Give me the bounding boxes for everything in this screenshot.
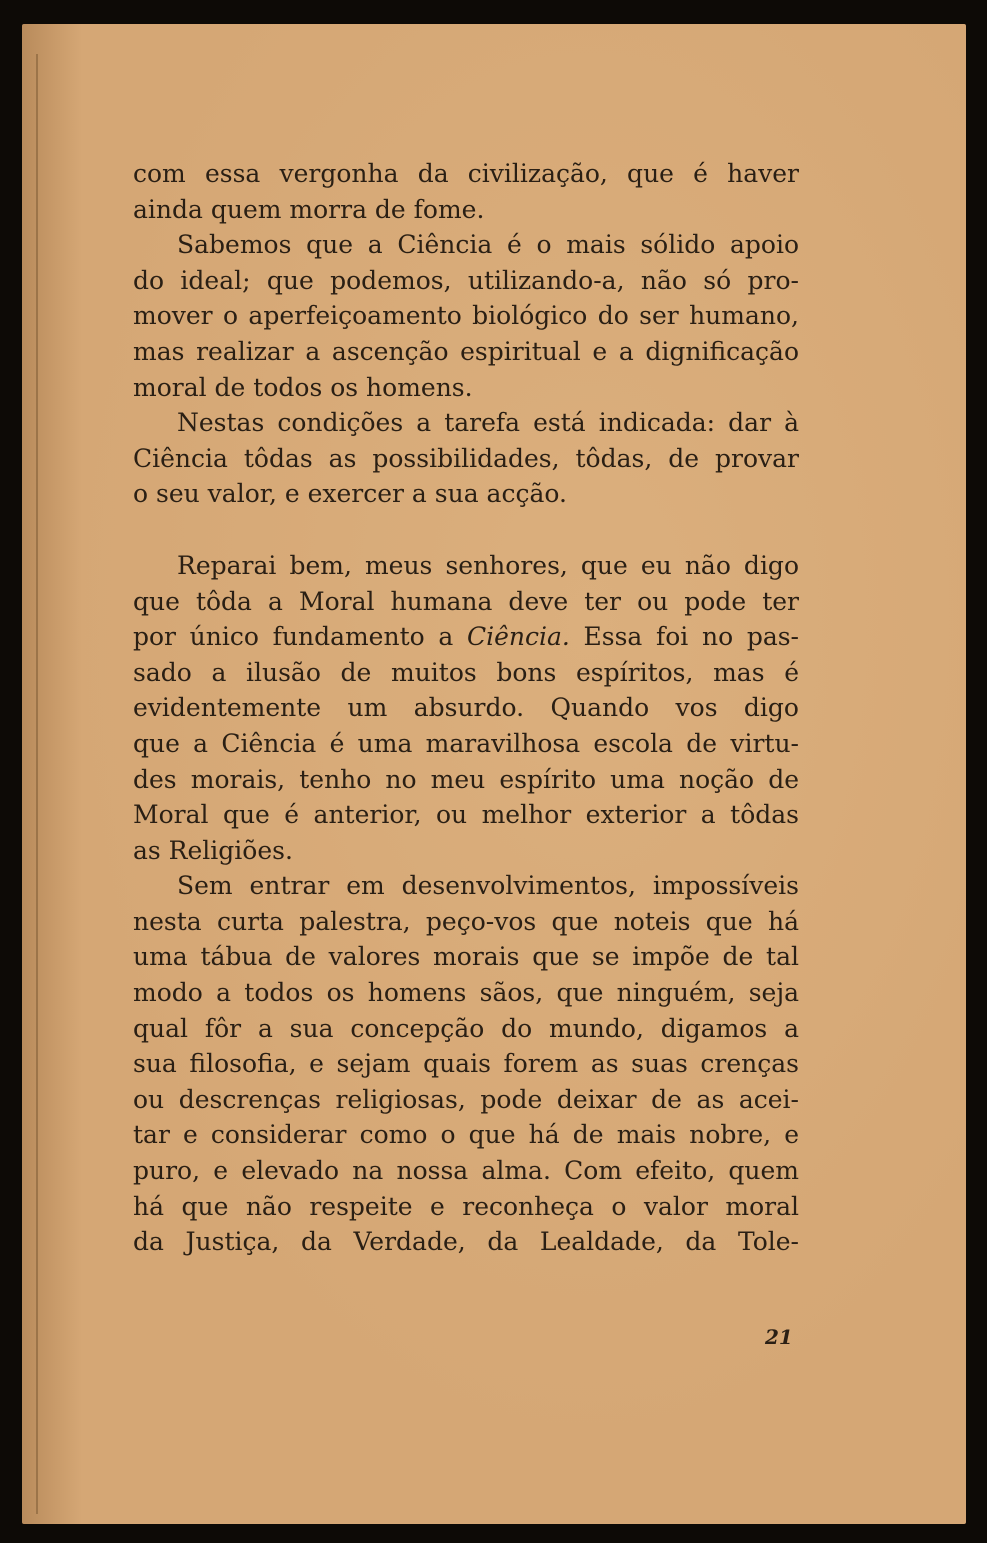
- text-line: moral de todos os homens.: [133, 372, 473, 402]
- body-text: [133, 156, 799, 1260]
- text-line: há que não respeite e reconheça o valor moral: [133, 1191, 799, 1221]
- page-number: 21: [765, 1325, 793, 1349]
- paragraph-gap: [133, 512, 799, 548]
- text-line: Sabemos que a Ciência é o mais sólido apoio: [177, 230, 799, 260]
- text-line: mover o aperfeiçoamento biológico do ser humano,: [133, 301, 799, 331]
- text-line: do ideal; que podemos, utilizando-a, não só pro-: [133, 265, 799, 295]
- text-line: Sem entrar em desenvolvimentos, impossíveis: [177, 871, 799, 901]
- text-line: da Justiça, da Verdade, da Lealdade, da Tole-: [133, 1227, 799, 1257]
- text-line: ou descrenças religiosas, pode deixar de as acei-: [133, 1084, 799, 1114]
- text-line-with-italic: [133, 619, 799, 655]
- text-line: o seu valor, e exercer a sua acção.: [133, 479, 567, 509]
- text-line: sua filosofia, e sejam quais forem as suas crenças: [133, 1049, 799, 1079]
- text-segment: por único fundamento a: [133, 622, 454, 652]
- binding-gutter: [36, 54, 38, 1514]
- text-line: ainda quem morra de fome.: [133, 194, 485, 224]
- text-line: Reparai bem, meus senhores, que eu não digo: [177, 550, 799, 580]
- text-line: nesta curta palestra, peço-vos que noteis que há: [133, 906, 799, 936]
- text-line: que a Ciência é uma maravilhosa escola de virtu-: [133, 728, 799, 758]
- text-line: as Religiões.: [133, 835, 293, 865]
- text-line: mas realizar a ascenção espiritual e a dignificação: [133, 336, 799, 366]
- text-line: puro, e elevado na nossa alma. Com efeito, quem: [133, 1156, 799, 1186]
- text-line: com essa vergonha da civilização, que é haver: [133, 159, 799, 188]
- text-line: sado a ilusão de muitos bons espíritos, mas é: [133, 657, 799, 687]
- text-line: Moral que é anterior, ou melhor exterior a tôdas: [133, 800, 799, 830]
- text-line: Nestas condições a tarefa está indicada: dar à: [177, 408, 799, 438]
- text-line: qual fôr a sua concepção do mundo, digamos a: [133, 1013, 799, 1043]
- text-line: que tôda a Moral humana deve ter ou pode ter: [133, 586, 799, 616]
- text-line: modo a todos os homens sãos, que ninguém, seja: [133, 978, 799, 1008]
- text-line: tar e considerar como o que há de mais nobre, e: [133, 1120, 799, 1150]
- text-line: des morais, tenho no meu espírito uma noção de: [133, 764, 799, 794]
- text-line: Ciência tôdas as possibilidades, tôdas, de provar: [133, 443, 799, 473]
- text-line: evidentemente um absurdo. Quando vos digo: [133, 693, 799, 723]
- text-segment: Essa foi no pas-: [583, 622, 799, 652]
- text-line: uma tábua de valores morais que se impõe de tal: [133, 942, 799, 972]
- italic-word: Ciência.: [466, 622, 570, 652]
